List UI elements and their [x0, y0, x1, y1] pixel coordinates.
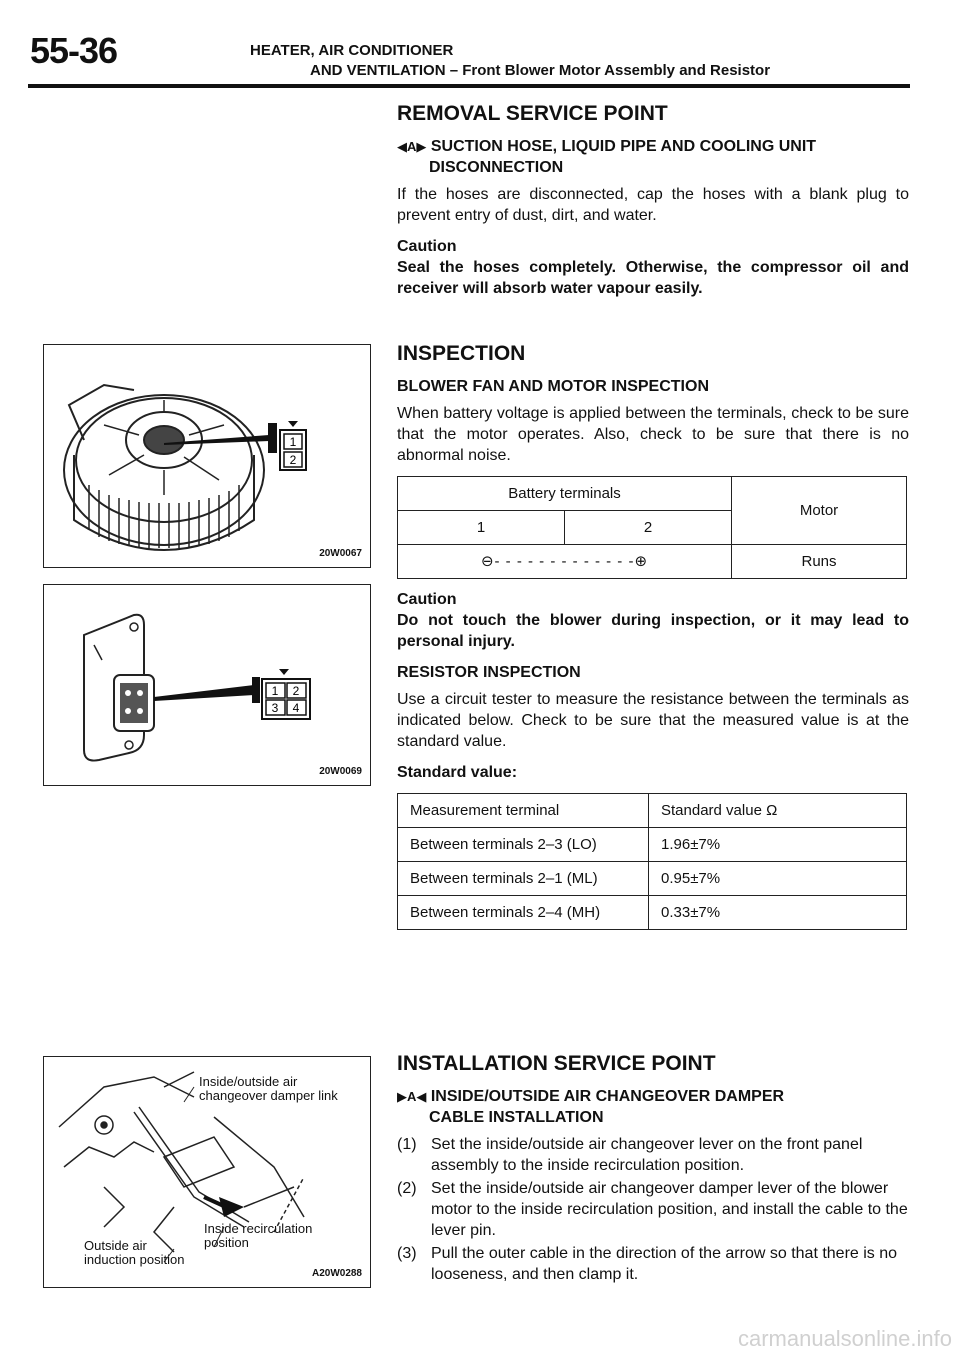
installation-section — [397, 1053, 909, 1287]
inspection-caution-label: Caution — [397, 591, 457, 608]
value-cell: 1.96±7% — [649, 828, 907, 862]
table-row — [398, 862, 907, 896]
resistor-terminal-4-label: 4 — [292, 701, 300, 715]
removal-section — [397, 103, 909, 309]
inspection-heading: INSPECTION — [397, 342, 526, 365]
standard-value-label: Standard value: — [397, 764, 518, 781]
terminal-cell: Between terminals 2–1 (ML) — [398, 862, 649, 896]
list-item: (3) Pull the outer cable in the direction of the arrow so that there is no looseness, and then clamp it. — [397, 1245, 898, 1283]
removal-subheading-text-2: DISCONNECTION — [429, 159, 564, 176]
blower-table — [397, 476, 907, 579]
blower-motor-figure — [43, 344, 371, 568]
installation-subheading-text-2: CABLE INSTALLATION — [429, 1109, 604, 1126]
list-item: (2) Set the inside/outside air changeover damper lever of the blower motor to the inside recirculation position, and install the cable to the lever pin. — [397, 1180, 908, 1239]
inspection-section — [397, 343, 909, 930]
damper-figure-code: A20W0288 — [311, 1268, 362, 1279]
removal-subheading-text: SUCTION HOSE, LIQUID PIPE AND COOLING UNIT — [430, 138, 817, 155]
resistor-terminal-2-label: 2 — [292, 684, 300, 698]
removal-body: If the hoses are disconnected, cap the hoses with a blank plug to prevent entry of dust, dirt, and water. — [397, 186, 909, 224]
blower-terminal-1-label: 1 — [289, 435, 297, 449]
damper-figure — [43, 1056, 371, 1288]
resistor-inspection-body: Use a circuit tester to measure the resistance between the terminals as indicated below. Check to be sure that the measured value is at the standard value. — [397, 691, 909, 750]
watermark: carmanualsonline.info — [737, 1326, 952, 1351]
resistor-figure — [43, 584, 371, 786]
removal-caution-text: Seal the hoses completely. Otherwise, the compressor oil and receiver will absorb water vapour easily. — [397, 259, 909, 297]
installation-subheading — [397, 1086, 909, 1128]
resistor-figure-code: 20W0069 — [319, 766, 362, 777]
blower-motor-illustration — [44, 345, 370, 567]
blower-inspection-body: When battery voltage is applied between the terminals, check to be sure that the motor operates. Also, check to be sure that there is no abnormal noise. — [397, 405, 909, 464]
page-number: 55-36 — [30, 30, 118, 71]
blower-terminal-2-label: 2 — [289, 453, 297, 467]
outside-induction-label: Outside air induction position — [84, 1238, 185, 1267]
blower-inspection-heading: BLOWER FAN AND MOTOR INSPECTION — [397, 378, 709, 395]
header-title-line1: HEATER, AIR CONDITIONER — [250, 42, 454, 59]
blower-figure-code: 20W0067 — [319, 548, 362, 559]
list-item: (1) Set the inside/outside air changeover lever on the front panel assembly to the inside recirculation position. — [397, 1136, 863, 1174]
installation-subheading-text: INSIDE/OUTSIDE AIR CHANGEOVER DAMPER — [430, 1088, 785, 1105]
removal-heading: REMOVAL SERVICE POINT — [397, 102, 668, 125]
measurement-terminal-header: Measurement terminal — [398, 794, 649, 828]
installation-marker: ▶A◀ — [397, 1089, 427, 1104]
resistor-illustration — [44, 585, 370, 785]
standard-value-header: Standard value Ω — [649, 794, 907, 828]
inside-recirculation-label: Inside recirculation position — [204, 1221, 313, 1250]
removal-subheading — [397, 136, 909, 178]
terminal-cell: Between terminals 2–4 (MH) — [398, 896, 649, 930]
header-title-line2: AND VENTILATION – Front Blower Motor Assembly and Resistor — [310, 62, 771, 79]
value-cell: 0.95±7% — [649, 862, 907, 896]
resistor-inspection-heading: RESISTOR INSPECTION — [397, 664, 581, 681]
installation-steps — [397, 1134, 909, 1285]
damper-link-label: Inside/outside air changeover damper link — [199, 1074, 338, 1103]
resistor-terminal-3-label: 3 — [271, 701, 279, 715]
terminal-2-header: 2 — [564, 511, 731, 545]
battery-terminals-header: Battery terminals — [398, 477, 732, 511]
inspection-caution-text: Do not touch the blower during inspection, or it may lead to personal injury. — [397, 612, 909, 650]
value-cell: 0.33±7% — [649, 896, 907, 930]
installation-heading: INSTALLATION SERVICE POINT — [397, 1052, 716, 1075]
resistor-terminal-1-label: 1 — [271, 684, 279, 698]
removal-marker: ◀A▶ — [397, 139, 427, 154]
header-rule — [28, 84, 910, 88]
resistor-table — [397, 793, 907, 930]
table-row — [398, 828, 907, 862]
motor-result-cell: Runs — [732, 545, 907, 579]
terminal-cell: Between terminals 2–3 (LO) — [398, 828, 649, 862]
motor-header: Motor — [732, 477, 907, 545]
terminal-connection-cell: ⊖- - - - - - - - - - - - -⊕ — [398, 545, 732, 579]
removal-caution-label: Caution — [397, 238, 457, 255]
table-row — [398, 896, 907, 930]
terminal-1-header: 1 — [398, 511, 565, 545]
